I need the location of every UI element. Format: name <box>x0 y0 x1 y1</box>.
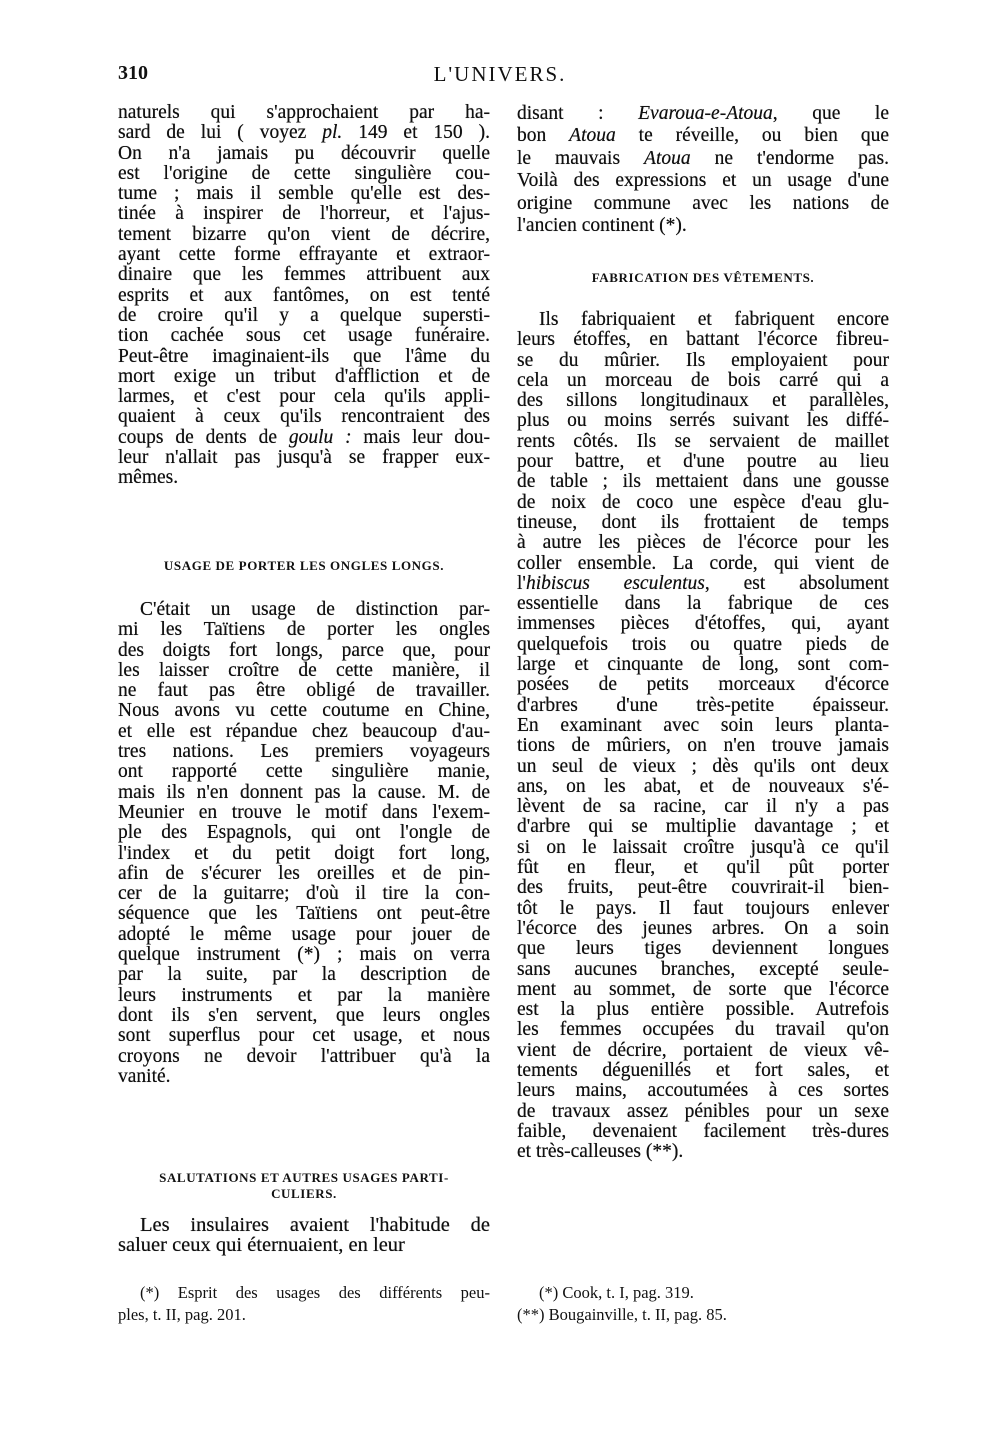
text-line <box>517 960 889 980</box>
italic-run: pl. <box>322 122 343 144</box>
text-run: leurs mains, accoutumées à ces sortes <box>517 1080 889 1102</box>
text-line <box>517 1041 889 1061</box>
right-paragraph-2 <box>517 310 889 1162</box>
text-run: faible, devenaient facilement très-dures <box>517 1120 889 1142</box>
text-line <box>517 797 889 817</box>
text-line <box>118 326 490 346</box>
text-run: pour battre, et d'une poutre au lieu <box>517 451 889 473</box>
page-number: 310 <box>118 62 148 84</box>
text-run: tume ; mais il semble qu'elle est des- <box>118 183 490 205</box>
text-line <box>517 777 889 797</box>
text-run: mêmes. <box>118 467 179 489</box>
text-line <box>118 428 490 448</box>
text-run: tinée à inspirer de l'horreur, et l'ajus- <box>118 203 490 225</box>
text-run: plus ou moins serrés suivant les diffé- <box>517 410 889 432</box>
text-line <box>517 1020 889 1040</box>
text-run: (*) Esprit des usages des différents peu- <box>140 1283 490 1302</box>
text-line <box>517 696 889 716</box>
text-run: (*) Cook, t. I, pag. 319. <box>539 1283 694 1302</box>
text-run: lèvent de sa racine, car il n'y a pas <box>517 796 889 818</box>
left-paragraph-1 <box>118 103 490 489</box>
text-line <box>517 614 889 634</box>
text-run: cer de la guitarre; d'où il tire la con- <box>118 883 490 905</box>
text-line <box>517 554 889 574</box>
text-run: des doigts fort longs, parce que, pour <box>118 639 490 661</box>
text-run: l' <box>517 572 526 594</box>
text-run: ples, t. II, pag. 201. <box>118 1305 246 1324</box>
text-line <box>118 103 490 123</box>
text-line <box>517 899 889 919</box>
text-run: les laisser croître de cette manière, il <box>118 659 490 681</box>
text-run: Voilà des expressions et un usage d'une <box>517 170 889 192</box>
text-run: de travaux assez pénibles pour un sexe <box>517 1100 889 1122</box>
text-line <box>118 762 490 782</box>
text-line <box>517 736 889 756</box>
text-line <box>118 164 490 184</box>
text-run: ayant cette forme effrayante et extraor- <box>118 244 490 266</box>
text-run: se du mûrier. Ils employaient pour <box>517 349 889 371</box>
text-run: et elle est répandue chez beaucoup d'au- <box>118 720 490 742</box>
text-run: d'arbres d'une très-petite épaisseur. <box>517 694 889 716</box>
text-line <box>118 1304 490 1326</box>
left-paragraph-2 <box>118 600 490 1087</box>
text-run: par la suite, par la description de <box>118 964 490 986</box>
text-line <box>517 594 889 614</box>
text-line <box>118 1006 490 1026</box>
text-run: tions de mûriers, on n'en trouve jamais <box>517 735 889 757</box>
section-heading-vetements: FABRICATION DES VÊTEMENTS. <box>591 270 815 285</box>
text-run: les femmes occupées du travail qu'on <box>517 1019 889 1041</box>
italic-run: goulu : <box>288 426 352 448</box>
running-title: L'UNIVERS. <box>433 62 567 86</box>
text-line <box>118 844 490 864</box>
text-line <box>517 1081 889 1101</box>
text-line <box>517 310 889 330</box>
text-line <box>517 838 889 858</box>
text-line <box>517 919 889 939</box>
text-run: que leurs tiges deviennent longues <box>517 938 889 960</box>
text-line <box>118 245 490 265</box>
text-run: posées de petits morceaux d'écorce <box>517 674 889 696</box>
text-run: origine commune avec les nations de <box>517 192 889 214</box>
text-line <box>517 148 889 170</box>
text-run: est l'origine de cette singulière cou- <box>118 162 490 184</box>
text-line <box>517 574 889 594</box>
text-run: leurs instruments et par la manière <box>118 984 490 1006</box>
text-line <box>118 468 490 488</box>
text-line <box>118 184 490 204</box>
text-line <box>517 472 889 492</box>
text-run: 149 et 150 ). <box>342 122 490 144</box>
text-run: dont ils s'en servent, que leurs ongles <box>118 1004 490 1026</box>
text-line <box>517 980 889 1000</box>
text-line <box>517 817 889 837</box>
text-run: quelquefois trois ou quatre pieds de <box>517 633 889 655</box>
text-line <box>118 347 490 367</box>
text-line <box>517 452 889 472</box>
text-line <box>118 123 490 143</box>
text-line <box>517 716 889 736</box>
text-run: ne t'endorme pas. <box>690 147 889 169</box>
text-run: sard de lui ( voyez <box>118 122 323 144</box>
text-run: ne faut pas être obligé de travailler. <box>118 680 490 702</box>
text-line <box>517 193 889 215</box>
text-run: vanité. <box>118 1065 171 1087</box>
text-run: quelque instrument (*) ; mais on verra <box>118 944 490 966</box>
text-run: Meunier en trouve le motif dans l'exem- <box>118 801 490 823</box>
italic-run: Atoua <box>644 147 691 169</box>
text-run: fût en fleur, et qu'il pût porter <box>517 857 889 879</box>
text-line <box>517 330 889 350</box>
text-line <box>517 170 889 192</box>
right-footnotes <box>517 1282 889 1326</box>
text-line <box>118 1282 490 1304</box>
text-line <box>118 286 490 306</box>
text-run: ment au sommet, de sorte que l'écorce <box>517 978 889 1000</box>
text-line <box>517 513 889 533</box>
text-line <box>517 125 889 147</box>
text-run: , que le <box>772 103 890 124</box>
text-run: l'ancien continent (*). <box>517 214 687 236</box>
text-run: d'arbre qui se multiplie davantage ; et <box>517 816 889 838</box>
text-line <box>118 1235 490 1255</box>
text-run: En examinant avec soin leurs planta- <box>517 714 889 736</box>
text-run: essentielle dans la fabrique de ces <box>517 593 889 615</box>
heading-line: CULIERS. <box>271 1186 337 1201</box>
text-line <box>517 533 889 553</box>
text-run: mi les Taïtiens de porter les ongles <box>118 619 490 641</box>
text-run: mort exige un tribut d'affliction et de <box>118 365 490 387</box>
text-run: leurs étoffes, en battant l'écorce fibreu- <box>517 329 889 351</box>
text-line <box>118 661 490 681</box>
text-run: le mauvais <box>517 147 645 169</box>
text-line <box>517 351 889 371</box>
text-line <box>118 265 490 285</box>
text-run: séquence que les Taïtiens ont peut-être <box>118 903 490 925</box>
text-line <box>118 620 490 640</box>
text-line <box>517 655 889 675</box>
text-line <box>517 103 889 125</box>
text-run: de noix de coco une espèce d'eau glu- <box>517 491 889 513</box>
text-line <box>517 1122 889 1142</box>
text-run: est la plus entière possible. Autrefois <box>517 999 889 1021</box>
text-run: Nous avons vu cette coutume en Chine, <box>118 700 490 722</box>
text-line <box>118 722 490 742</box>
text-run: ple des Espagnols, qui ont l'ongle de <box>118 822 490 844</box>
text-line <box>118 681 490 701</box>
text-run: tres nations. Les premiers voyageurs <box>118 741 490 763</box>
text-run: tement bizarre qu'on vient de décrire, <box>118 223 490 245</box>
text-line <box>118 448 490 468</box>
text-run: tôt le pays. Il faut toujours enlever <box>517 897 889 919</box>
text-line <box>517 1282 889 1304</box>
text-run: l'index et du petit doigt fort long, <box>118 842 490 864</box>
text-run: larmes, et c'est pour cela qu'ils appli- <box>118 386 490 408</box>
text-line <box>118 925 490 945</box>
text-run: l'écorce des jeunes arbres. On a soin <box>517 917 889 939</box>
text-run: un seul de vieux ; dès qu'ils ont deux <box>517 755 889 777</box>
text-line <box>118 701 490 721</box>
text-run: Peut-être imaginaient-ils que l'âme du <box>118 345 490 367</box>
text-line <box>118 783 490 803</box>
text-line <box>118 407 490 427</box>
text-run: tion cachée sous cet usage funéraire. <box>118 325 490 347</box>
text-line <box>517 493 889 513</box>
text-run: C'était un usage de distinction par- <box>140 599 490 620</box>
text-line <box>517 1000 889 1020</box>
text-run: leur n'allait pas jusqu'à se frapper eux- <box>118 447 490 469</box>
text-run: coller ensemble. La corde, qui vient de <box>517 552 889 574</box>
text-line <box>118 1215 490 1235</box>
text-run: mais leur dou- <box>351 426 491 448</box>
text-run: (**) Bougainville, t. II, pag. 85. <box>517 1305 727 1324</box>
text-line <box>517 432 889 452</box>
text-run: adopté le même usage pour jouer de <box>118 923 490 945</box>
text-run: des sillons longitudinaux et parallèles, <box>517 390 889 412</box>
italic-run: Evaroua-e-Atoua <box>638 103 773 124</box>
text-run: à autre les pièces de l'écorce pour les <box>517 532 889 554</box>
text-run: quaient à ceux qu'ils rencontraient des <box>118 406 490 428</box>
italic-run: Atoua <box>569 125 616 147</box>
text-run: ont rapporté cette singulière manie, <box>118 761 490 783</box>
text-line <box>118 204 490 224</box>
text-line <box>517 858 889 878</box>
text-run: croyons ne devoir l'attribuer qu'à la <box>118 1045 490 1067</box>
text-run: de table ; ils mettaient dans une gousse <box>517 471 889 493</box>
text-run: esprits et aux fantômes, on est tenté <box>118 284 490 306</box>
text-line <box>118 945 490 965</box>
text-run: Ils fabriquaient et fabriquent encore <box>539 309 889 330</box>
text-run: tineuse, dont ils frottaient de temps <box>517 511 889 533</box>
text-run: ans, on les abat, et de nouveaux s'é- <box>517 775 889 797</box>
text-run: afin de s'écurer les oreilles et de pin- <box>118 862 490 884</box>
text-line <box>517 878 889 898</box>
text-line <box>118 225 490 245</box>
text-line <box>118 1047 490 1067</box>
text-line <box>118 144 490 164</box>
text-line <box>517 1102 889 1122</box>
text-run: bon <box>517 125 570 147</box>
left-paragraph-3 <box>118 1215 490 1256</box>
text-run: immenses pièces d'étoffes, qui, ayant <box>517 613 889 635</box>
left-footnotes <box>118 1282 490 1326</box>
text-line <box>118 823 490 843</box>
text-line <box>118 904 490 924</box>
text-line <box>517 675 889 695</box>
text-line <box>118 367 490 387</box>
text-line <box>118 965 490 985</box>
text-run: On n'a jamais pu découvrir quelle <box>118 142 490 164</box>
text-run: vient de décrire, portaient de vieux vê- <box>517 1039 889 1061</box>
text-line <box>118 1026 490 1046</box>
text-run: rents côtés. Ils se servaient de maillet <box>517 430 889 452</box>
text-line <box>517 939 889 959</box>
text-run: de croire qu'il y a quelque supersti- <box>118 304 490 326</box>
text-line <box>517 635 889 655</box>
italic-run: hibiscus esculentus <box>525 572 705 594</box>
text-run: disant : <box>517 103 639 124</box>
text-line <box>517 371 889 391</box>
text-run: et très-calleuses (**). <box>517 1141 684 1163</box>
heading-line: SALUTATIONS ET AUTRES USAGES PARTI- <box>159 1170 449 1185</box>
section-heading-ongles: USAGE DE PORTER LES ONGLES LONGS. <box>163 558 445 573</box>
text-line <box>118 641 490 661</box>
text-line <box>517 757 889 777</box>
text-run: , est absolument <box>704 572 889 594</box>
text-run: si on le laissait croître jusqu'à ce qu'il <box>517 836 889 858</box>
text-run: coups de dents de <box>118 426 289 448</box>
text-line <box>118 600 490 620</box>
text-line <box>118 306 490 326</box>
text-line <box>517 391 889 411</box>
text-run: mais ils n'en donnent pas la cause. M. de <box>118 781 490 803</box>
text-line <box>118 803 490 823</box>
text-line <box>118 864 490 884</box>
text-run: cela un morceau de bois carré qui a <box>517 369 889 391</box>
right-paragraph-1 <box>517 103 889 237</box>
text-line <box>517 215 889 237</box>
text-run: des fruits, peut-être couvrirait-il bien- <box>517 877 889 899</box>
text-run: large et cinquante de long, sont com- <box>517 654 889 676</box>
section-heading-salutations <box>118 1170 490 1202</box>
text-line <box>118 742 490 762</box>
text-run: sans aucunes branches, excepté seule- <box>517 958 889 980</box>
text-line <box>118 1067 490 1087</box>
text-run: sont superflus pour cet usage, et nous <box>118 1025 490 1047</box>
text-run: naturels qui s'approchaient par ha- <box>118 102 490 123</box>
text-run: tements déguenillés et fort sales, et <box>517 1059 889 1081</box>
text-run: saluer ceux qui éternuaient, en leur <box>118 1234 405 1257</box>
text-line <box>517 1142 889 1162</box>
text-run: dinaire que les femmes attribuent aux <box>118 264 490 286</box>
text-line <box>517 1061 889 1081</box>
text-run: Les insulaires avaient l'habitude de <box>140 1214 490 1236</box>
text-line <box>517 1304 889 1326</box>
text-line <box>517 411 889 431</box>
text-run: te réveille, ou bien que <box>615 125 889 147</box>
text-line <box>118 884 490 904</box>
text-line <box>118 387 490 407</box>
text-line <box>118 986 490 1006</box>
